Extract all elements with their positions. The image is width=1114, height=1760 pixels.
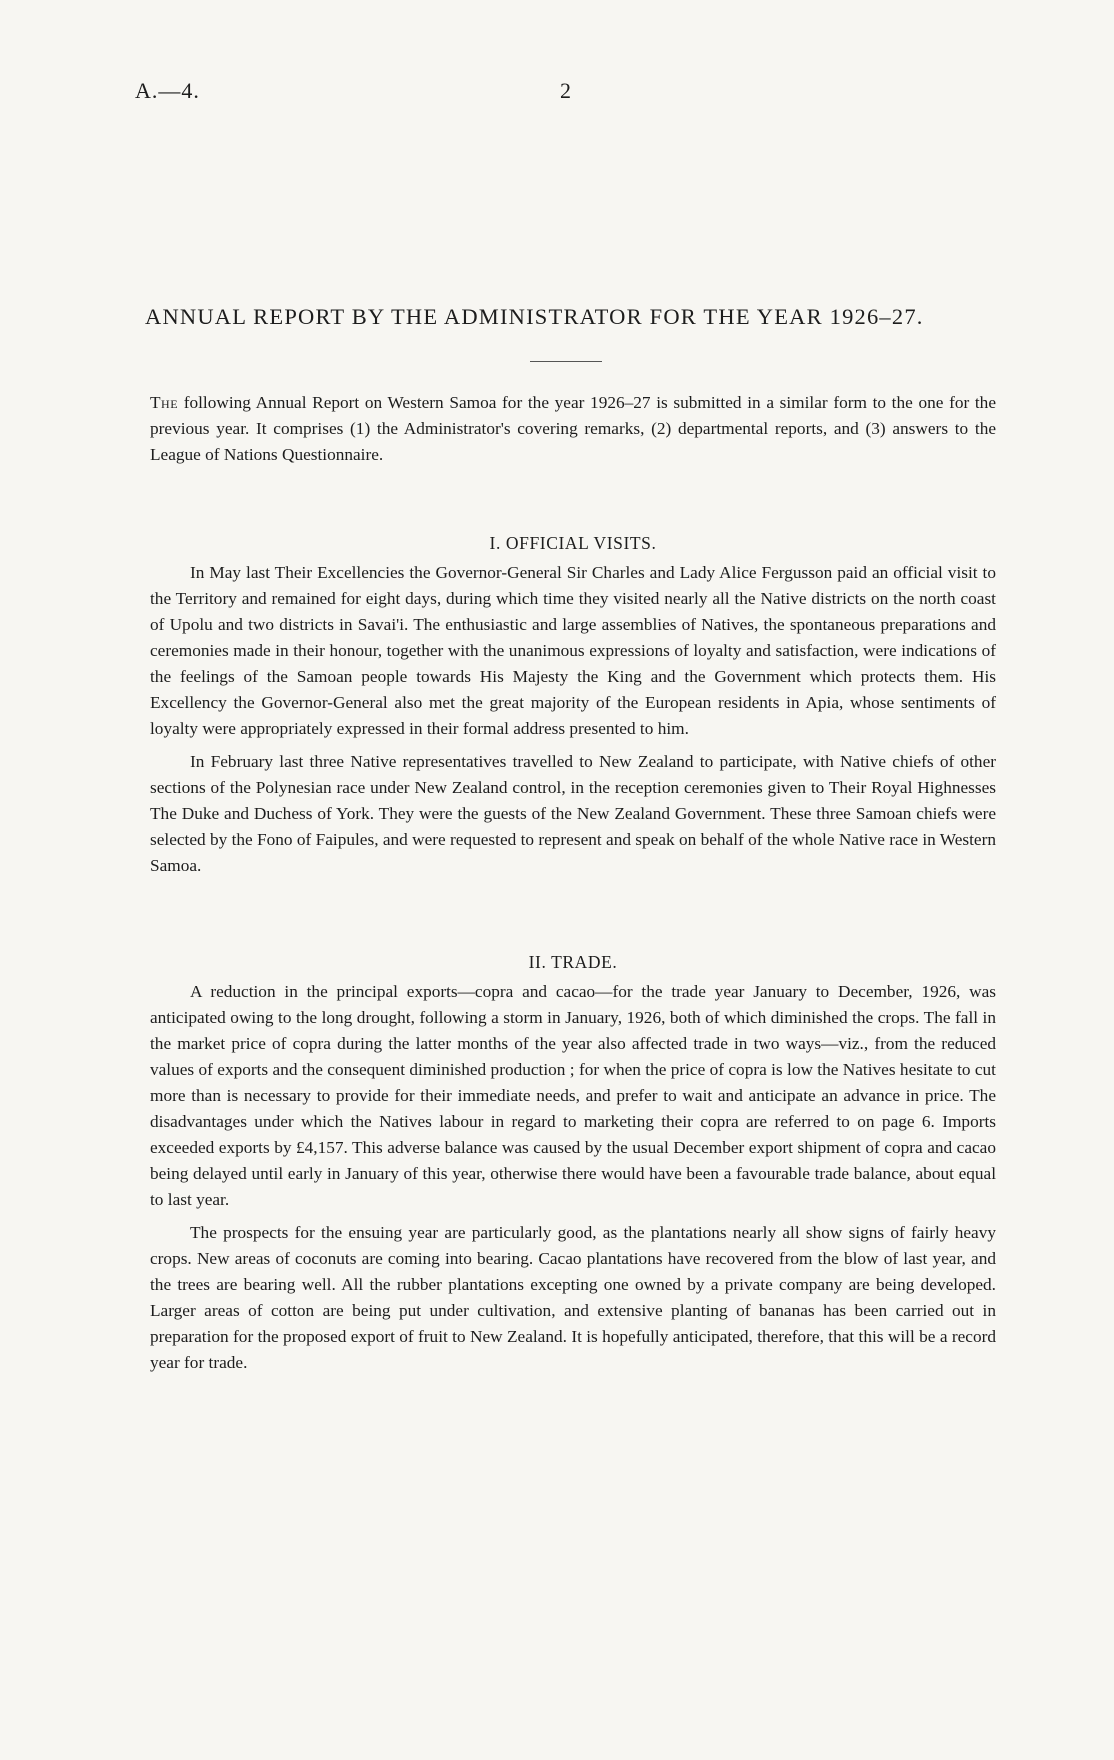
paragraph: The prospects for the ensuing year are particularly good, as the plantations nearly all show signs of fairly heavy crops. New areas of coconuts are coming into bearing. Cacao plantations have recovered from the blow of last year, and the trees are bearing well. All the rubber plantations excepting one owned by a private company are being developed. Larger areas of cotton are being put under cultivation, and extensive planting of bananas has been carried out in preparation for the proposed export of fruit to New Zealand. It is hopefully anticipated, therefore, that this will be a record year for trade. (150, 1223, 996, 1372)
intro-section (150, 390, 996, 475)
section-heading: II. TRADE. (528, 952, 618, 972)
paragraph: In May last Their Excellencies the Governor-General Sir Charles and Lady Alice Fergusson paid an official visit to the Territory and remained for eight days, during which time they visited nearly all the Native districts on the north coast of Upolu and two districts in Savai'i. The enthusiastic and large assemblies of Natives, the spontaneous preparations and ceremonies made in their honour, together with the unanimous expressions of loyalty and satisfaction, were indications of the feelings of the Samoan people towards His Majesty the King and the Government which protects them. His Excellency the Governor-General also met the great majority of the European residents in Apia, whose sentiments of loyalty were appropriately expressed in their formal address presented to him. (150, 563, 996, 738)
intro-lead-word: The (150, 393, 179, 412)
paragraph: In February last three Native representatives travelled to New Zealand to participate, with Native chiefs of other sections of the Polynesian race under New Zealand control, in the reception ceremonies given to Their Royal Highnesses The Duke and Duchess of York. They were the guests of the New Zealand Government. These three Samoan chiefs were selected by the Fono of Faipules, and were requested to represent and speak on behalf of the whole Native race in Western Samoa. (150, 752, 996, 875)
section-heading: I. OFFICIAL VISITS. (489, 533, 657, 553)
report-title: ANNUAL REPORT BY THE ADMINISTRATOR FOR THE YEAR 1926–27. (145, 304, 924, 329)
document-reference: A.—4. (135, 78, 200, 103)
paragraph: A reduction in the principal exports—copra and cacao—for the trade year January to December, 1926, was anticipated owing to the long drought, following a storm in January, 1926, both of which diminished the crops. The fall in the market price of copra during the latter months of the year also affected trade in two ways—viz., from the reduced values of exports and the consequent diminished production ; for when the price of copra is low the Natives hesitate to cut more than is necessary to provide for their immediate needs, and prefer to wait and anticipate an advance in price. The disadvantages under which the Natives labour in regard to marketing their copra are referred to on page 6. Imports exceeded exports by £4,157. This adverse balance was caused by the usual December export shipment of copra and cacao being delayed until early in January of this year, otherwise there would have been a favourable trade balance, about equal to last year. (150, 982, 996, 1209)
page-number: 2 (560, 78, 571, 103)
section-trade (150, 949, 996, 1383)
title-divider (530, 361, 602, 362)
intro-paragraph (150, 390, 996, 468)
intro-text: following Annual Report on Western Samoa for the year 1926–27 is submitted in a similar form to the one for the previous year. It comprises (1) the Administrator's covering remarks, (2) departmental reports, and (3) answers to the League of Nations Questionnaire. (150, 393, 996, 464)
section-official-visits (150, 530, 996, 886)
